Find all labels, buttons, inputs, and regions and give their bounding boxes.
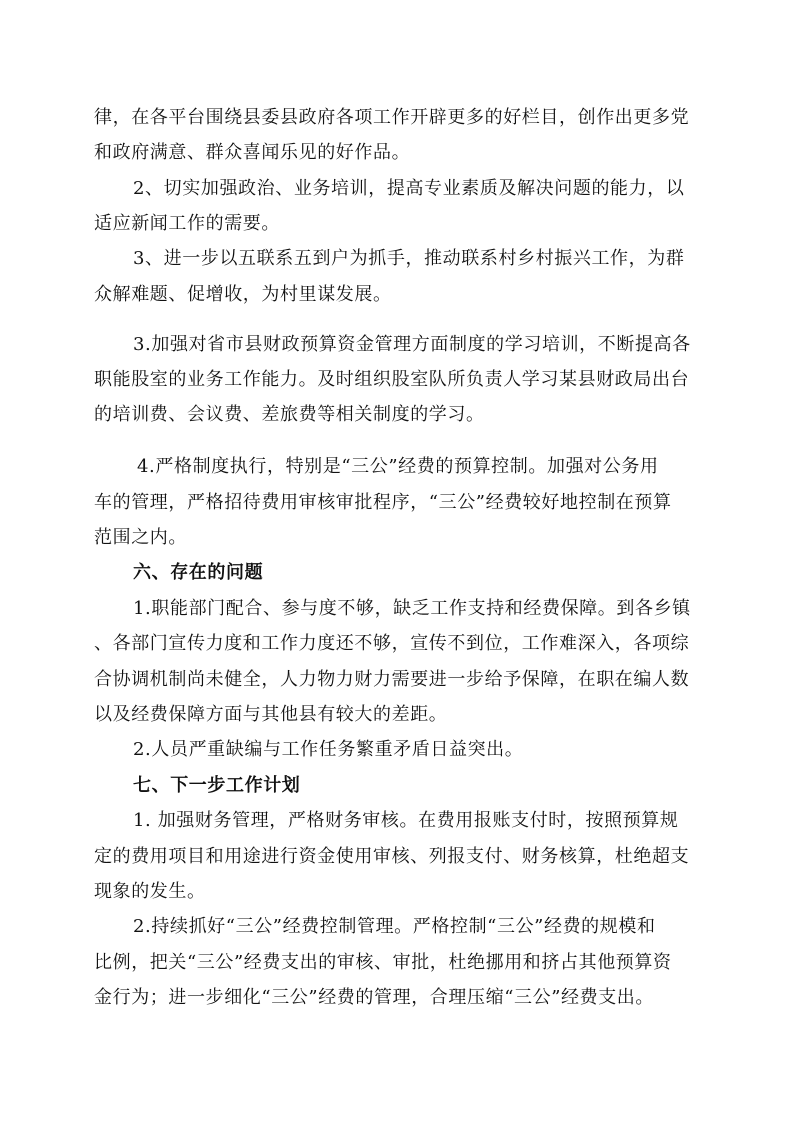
- text-line: 车的管理，严格招待费用审核审批程序，“三公”经费较好地控制在预算: [94, 492, 672, 513]
- text-line: 职能股室的业务工作能力。及时组织股室队所负责人学习某县财政局出台: [94, 369, 690, 390]
- text-line: 1.职能部门配合、参与度不够，缺乏工作支持和经费保障。到各乡镇: [133, 598, 691, 619]
- text-line: 众解难题、促增收，为村里谋发展。: [94, 284, 392, 305]
- section-heading-next-plan: 七、下一步工作计划: [133, 775, 301, 796]
- text-line: 合协调机制尚未健全，人力物力财力需要进一步给予保障，在职在编人数: [94, 669, 690, 690]
- text-line: 4.严格制度执行，特别是“三公”经费的预算控制。加强对公务用: [137, 456, 659, 477]
- text-line: 金行为；进一步细化“三公”经费的管理，合理压缩“三公”经费支出。: [94, 987, 655, 1008]
- text-line: 2.持续抓好“三公”经费控制管理。严格控制“三公”经费的规模和: [133, 916, 656, 937]
- text-line: 比例，把关“三公”经费支出的审核、审批，杜绝挪用和挤占其他预算资: [94, 952, 672, 973]
- text-line: 范围之内。: [94, 527, 187, 548]
- section-heading-problems: 六、存在的问题: [133, 562, 264, 583]
- text-line: 3.加强对省市县财政预算资金管理方面制度的学习培训，不断提高各: [133, 334, 691, 355]
- text-line: 和政府满意、群众喜闻乐见的好作品。: [94, 142, 411, 163]
- text-line: 律，在各平台围绕县委县政府各项工作开辟更多的好栏目，创作出更多党: [94, 107, 690, 128]
- text-line: 以及经费保障方面与其他县有较大的差距。: [94, 704, 448, 725]
- text-line: 适应新闻工作的需要。: [94, 213, 280, 234]
- text-line: 3、进一步以五联系五到户为抓手，推动联系村乡村振兴工作，为群: [133, 248, 685, 269]
- text-line: 定的费用项目和用途进行资金使用审核、列报支付、财务核算，杜绝超支: [94, 846, 690, 867]
- text-line: 2.人员严重缺编与工作任务繁重矛盾日益突出。: [133, 739, 524, 760]
- text-line: 、各部门宣传力度和工作力度还不够，宣传不到位，工作难深入，各项综: [94, 633, 690, 654]
- text-line: 1. 加强财务管理，严格财务审核。在费用报账支付时，按照预算规: [133, 810, 679, 831]
- text-line: 的培训费、会议费、差旅费等相关制度的学习。: [94, 404, 485, 425]
- text-line: 现象的发生。: [94, 881, 206, 902]
- text-line: 2、切实加强政治、业务培训，提高专业素质及解决问题的能力，以: [133, 178, 685, 199]
